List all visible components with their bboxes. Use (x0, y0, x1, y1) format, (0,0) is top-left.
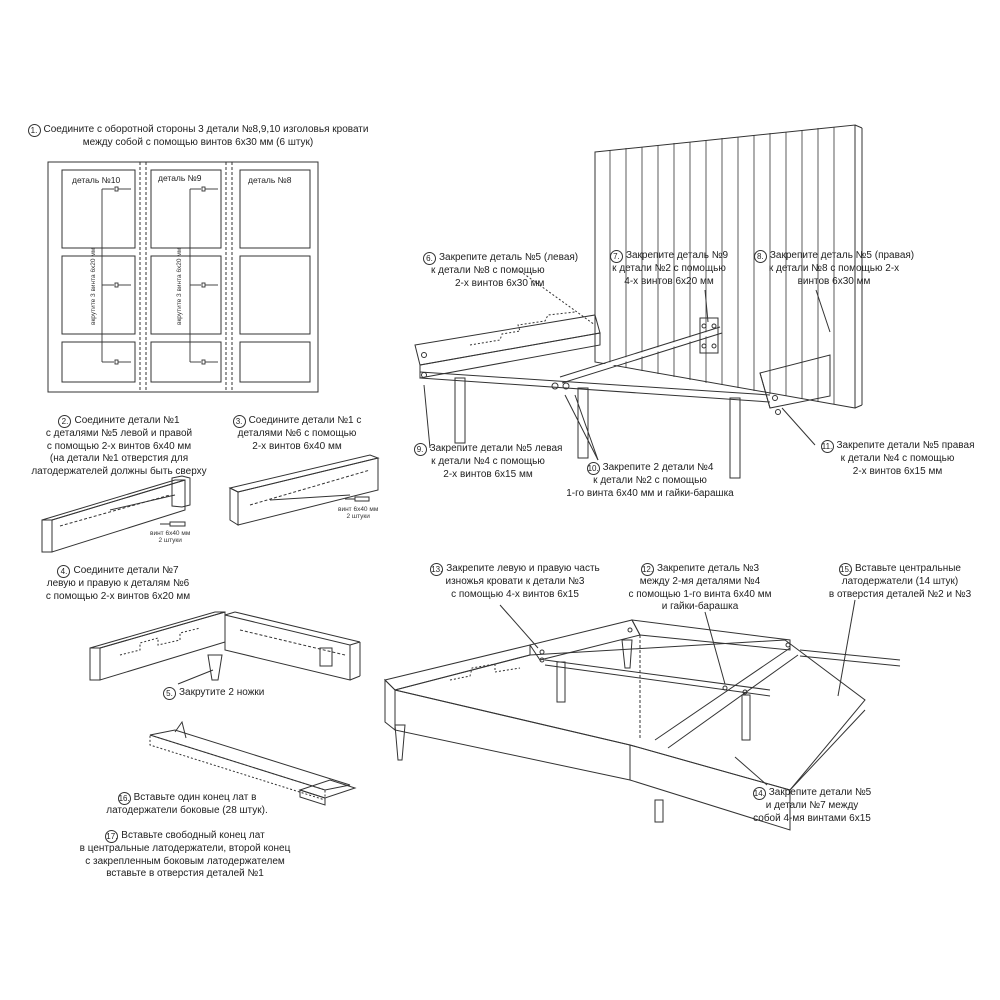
step-text-line: винтов 6х30 мм (797, 275, 871, 287)
screw-size-text: винт 6х40 мм (338, 506, 379, 513)
step-number: 14. (753, 789, 765, 798)
step-text-line: латодержатели (14 штук) (841, 576, 959, 587)
step-8 (748, 250, 920, 288)
step-text-line: между 2-мя деталями №4 (639, 576, 761, 587)
step-text-line: и гайки-барашка (661, 601, 739, 612)
step-5 (163, 687, 283, 700)
label-screw-40-step2 (150, 530, 190, 544)
step-13 (415, 563, 615, 601)
step-4 (38, 565, 198, 603)
step-1 (18, 124, 378, 150)
step-text-line: Соедините детали №1 с (248, 415, 362, 426)
step-text-line: Закрепите деталь №3 (656, 563, 760, 574)
label-detail-9: деталь №9 (158, 173, 202, 183)
step-text-line: Закрепите детали №5 левая (429, 443, 563, 454)
step-number: 16. (118, 794, 130, 803)
step-text-line: в отверстия деталей №2 и №3 (828, 588, 972, 600)
step-text-line: деталями №6 с помощью (237, 428, 357, 439)
headboard-frame-figure (415, 125, 862, 478)
step-2 (24, 415, 214, 478)
step-text-line: левую и правую к деталям №6 (46, 578, 190, 589)
step-3 (222, 415, 372, 453)
step-text-line: 4-х винтов 6х20 мм (624, 275, 714, 287)
label-detail-8: деталь №8 (248, 175, 292, 185)
step-number: 9. (414, 443, 427, 456)
step-text-line: с закрепленным боковым латодержателем (85, 855, 285, 867)
step-text-line: 2-х винтов 6х40 мм (252, 440, 342, 452)
step-text-line: собой 4-мя винтами 6х15 (753, 812, 871, 824)
step-number: 1. (28, 124, 41, 137)
step-number: 4. (57, 565, 70, 578)
step-text-line: Закрепите 2 детали №4 (602, 462, 714, 473)
step-number: 8. (754, 250, 767, 263)
step-text-line: с помощью 4-х винтов 6х15 (451, 588, 579, 600)
step-text-line: Вставьте свободный конец лат (121, 830, 265, 841)
step-11 (810, 440, 985, 478)
step-text-line: Закрепите детали №5 (768, 787, 872, 798)
step-text-line: вставьте в отверстия деталей №1 (106, 868, 264, 879)
step4-figure (90, 612, 360, 684)
step-text-line: 2-х винтов 6х30 мм (455, 277, 545, 289)
step-12 (620, 563, 780, 614)
step-text-line: 1-го винта 6х40 мм и гайки-барашка (566, 487, 734, 499)
step-text-line: с помощью 2-х винтов 6х40 мм (46, 440, 192, 452)
step-text-line: к детали №8 с помощью (431, 265, 545, 276)
step-text-line: Вставьте центральные (855, 563, 961, 574)
step-number: 3. (233, 415, 246, 428)
step-number: 13. (431, 565, 443, 574)
step-text-line: к детали №2 с помощью (593, 475, 707, 486)
step-text-line: в центральные латодержатели, второй конец (79, 843, 291, 854)
step-number: 15. (840, 565, 852, 574)
step-number: 12. (641, 565, 654, 574)
step-text-line: Соедините детали №7 (73, 565, 179, 576)
step-text-line: Закрутите 2 ножки (179, 687, 265, 698)
step-text-line: с помощью 1-го винта 6х40 мм (628, 588, 772, 600)
step-text-line: латодержателей должны быть сверху (31, 465, 207, 477)
step-text-line: Закрепите деталь №9 (625, 250, 729, 261)
step-text-line: Закрепите левую и правую часть (446, 563, 600, 574)
step-text-line: между собой с помощью винтов 6x30 мм (6 штук) (82, 137, 314, 148)
label-screw-vertical-1: вкрутите 3 винта 6х20 мм (90, 247, 97, 325)
step-text-line: (на детали №1 отверстия для (49, 453, 189, 464)
step-text-line: Соедините детали №1 (74, 415, 180, 426)
step-number: 7. (610, 250, 623, 263)
step-7 (604, 250, 734, 288)
step-number: 6. (423, 252, 436, 265)
step-text-line: 2-х винтов 6х15 мм (443, 468, 533, 480)
step-number: 10. (587, 464, 599, 473)
step-text-line: к детали №4 с помощью (431, 456, 545, 467)
step-text-line: и детали №7 между (765, 800, 859, 811)
step-text-line: к детали №2 с помощью (612, 263, 726, 274)
label-screw-40-step3 (338, 506, 378, 520)
step-number: 11. (821, 442, 833, 451)
step-10 (560, 462, 740, 500)
step-text-line: Закрепите деталь №5 (левая) (439, 252, 579, 263)
step-text-line: 2-х винтов 6х15 мм (852, 465, 943, 477)
step-15 (820, 563, 980, 601)
label-screw-vertical-2: вкрутите 3 винта 6х20 мм (176, 247, 183, 325)
step-number: 5. (163, 687, 176, 700)
step-text-line: Закрепите детали №5 правая (836, 440, 975, 451)
step-text-line: Вставьте один конец лат в (133, 792, 257, 803)
screw-count-text: 2 штуки (158, 537, 182, 544)
label-detail-10: деталь №10 (72, 175, 121, 185)
step-number: 2. (58, 415, 71, 428)
step-16 (92, 792, 282, 818)
step-9 (408, 443, 568, 481)
step-text-line: Закрепите деталь №5 (правая) (769, 250, 915, 261)
screw-count-text: 2 штуки (346, 513, 370, 520)
step-text-line: с деталями №5 левой и правой (45, 428, 193, 439)
headboard-panels-figure (48, 162, 318, 392)
screw-size-text: винт 6х40 мм (150, 530, 191, 537)
step-14 (742, 787, 882, 825)
step-6 (423, 252, 598, 290)
step-text-line: латодержатели боковые (28 штук). (106, 805, 268, 816)
step-text-line: изножья кровати к детали №3 (445, 576, 585, 587)
step-text-line: Соедините с оборотной стороны 3 детали №8,9,10 изголовья кровати (43, 124, 369, 135)
step-text-line: к детали №4 с помощью (840, 453, 955, 464)
step-17 (70, 830, 300, 881)
step-number: 17. (106, 832, 118, 841)
step-text-line: с помощью 2-х винтов 6х20 мм (45, 590, 191, 602)
step-text-line: к детали №8 с помощью 2-х (768, 263, 900, 274)
